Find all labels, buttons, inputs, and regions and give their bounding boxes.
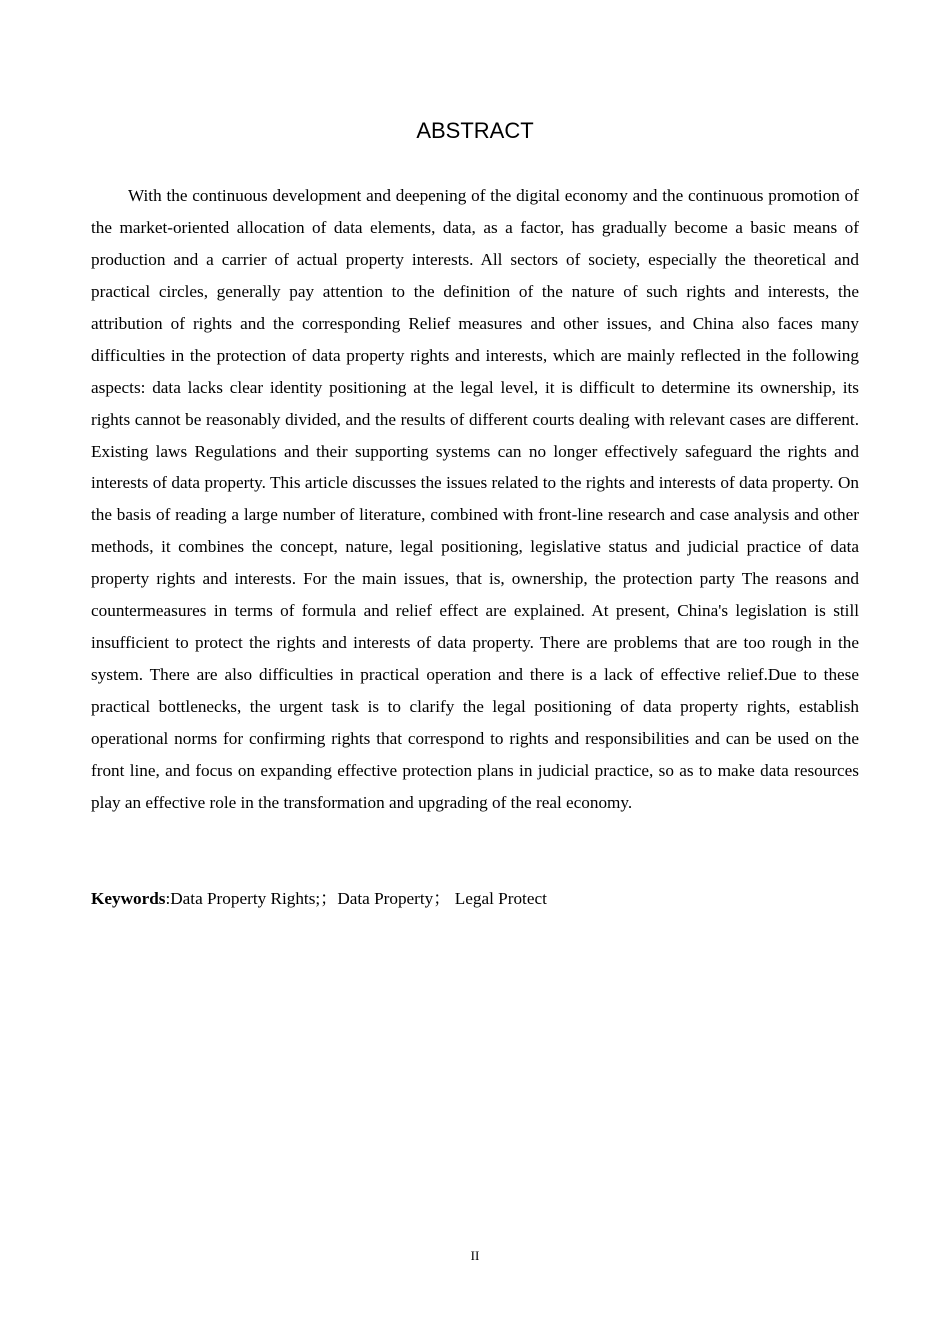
keywords-line bbox=[91, 883, 859, 915]
abstract-title: ABSTRACT bbox=[416, 118, 534, 143]
page-number: II bbox=[470, 1248, 480, 1263]
keywords-label: Keywords bbox=[91, 889, 166, 908]
abstract-paragraph: With the continuous development and deepening of the digital economy and the continuous promotion of the market-oriented allocation of data elements, data, as a factor, has gradually become a basic means of production and a carrier of actual property interests. All sectors of society, especially the theoretical and practical circles, generally pay attention to the definition of the nature of such rights and interests, the attribution of rights and the corresponding Relief measures and other issues, and China also faces many difficulties in the protection of data property rights and interests, which are mainly reflected in the following aspects: data lacks clear identity positioning at the legal level, it is difficult to determine its ownership, its rights cannot be reasonably divided, and the results of different courts dealing with relevant cases are different. Existing laws Regulations and their supporting systems can no longer effectively safeguard the rights and interests of data property. This article discusses the issues related to the rights and interests of data property. On the basis of reading a large number of literature, combined with front-line research and case analysis and other methods, it combines the concept, nature, legal positioning, legislative status and judicial practice of data property rights and interests. For the main issues, that is, ownership, the protection party The reasons and countermeasures in terms of formula and relief effect are explained. At present, China's legislation is still insufficient to protect the rights and interests of data property. There are problems that are too rough in the system. There are also difficulties in practical operation and there is a lack of effective relief.Due to these practical bottlenecks, the urgent task is to clarify the legal positioning of data property rights, establish operational norms for confirming rights that correspond to rights and responsibilities and can be used on the front line, and focus on expanding effective protection plans in judicial practice, so as to make data resources play an effective role in the transformation and upgrading of the real economy. bbox=[91, 186, 859, 812]
keywords-list: :Data Property Rights;；Data Property； Legal Protect bbox=[165, 889, 547, 908]
